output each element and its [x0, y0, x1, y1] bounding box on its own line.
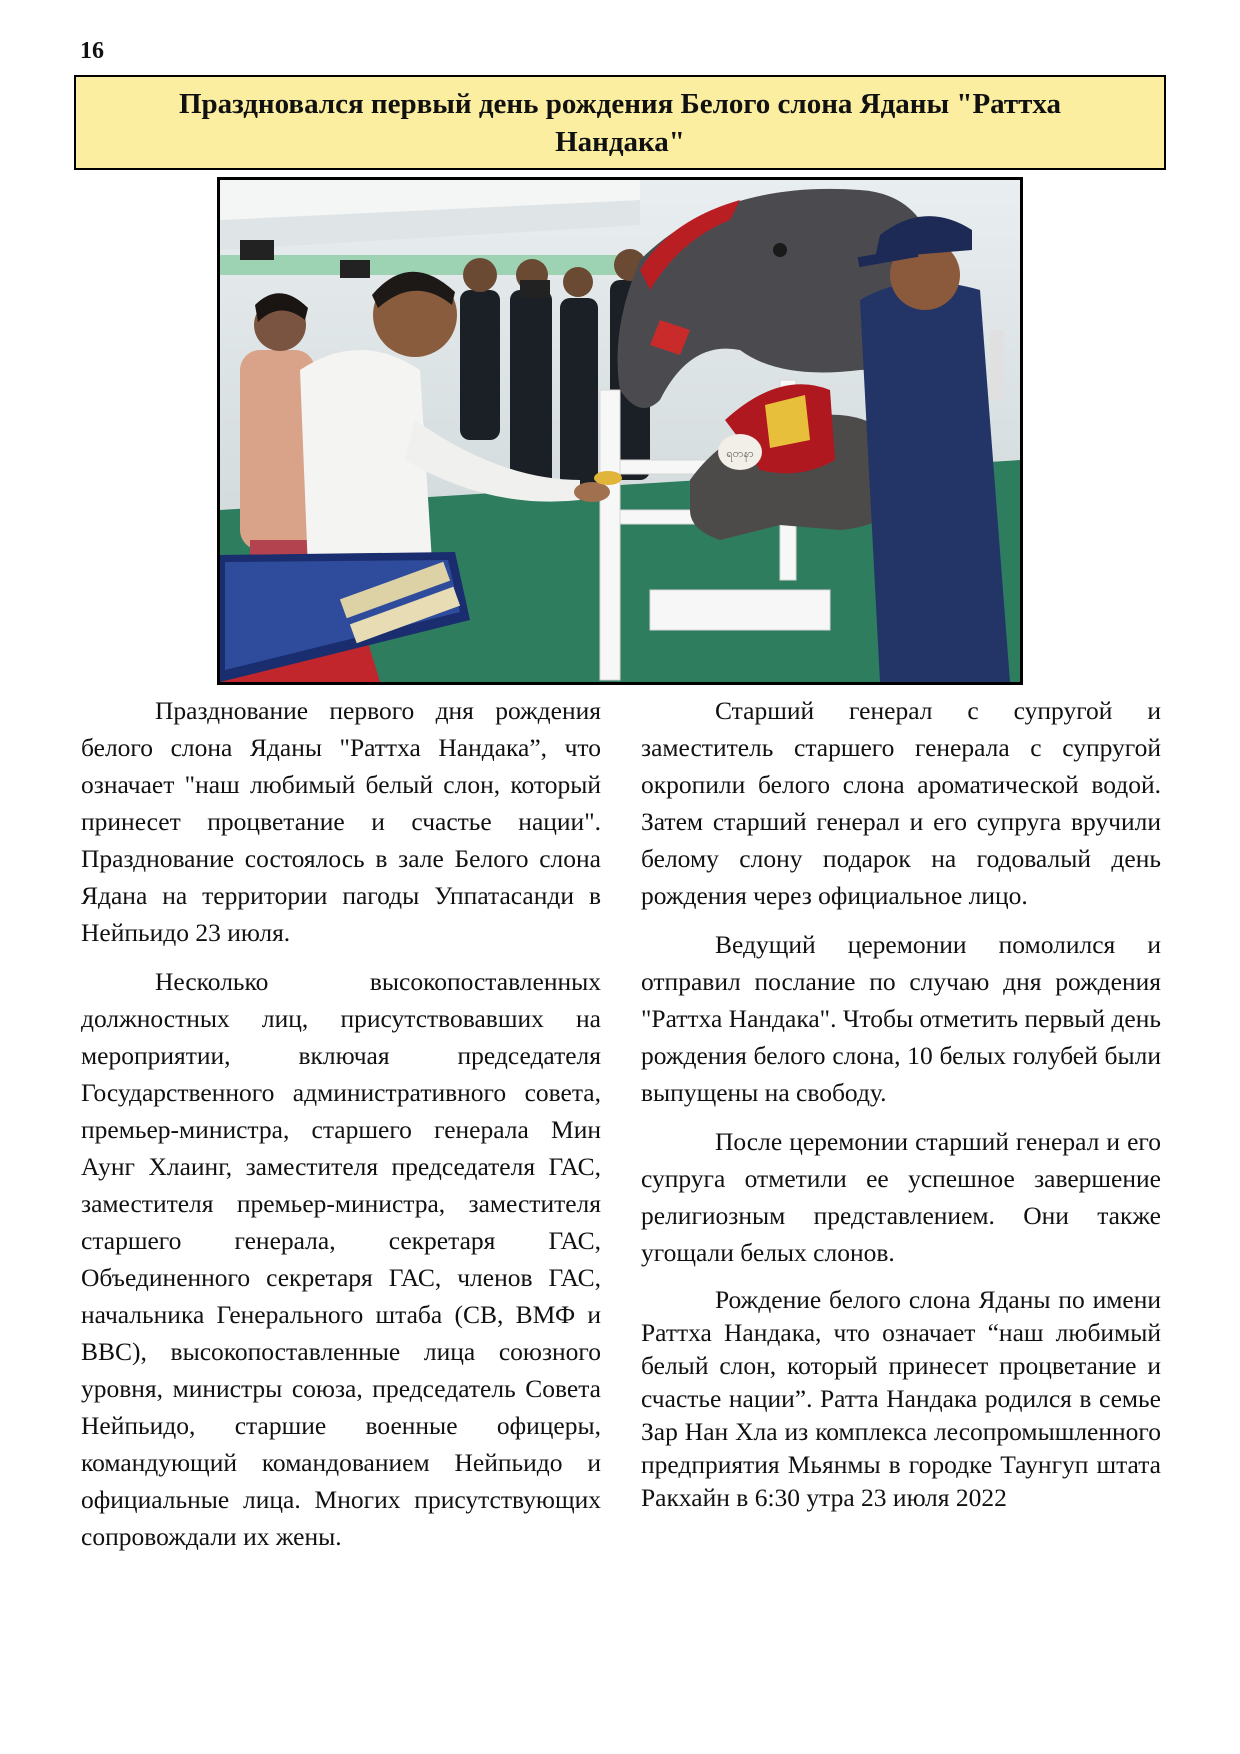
ceremony-illustration	[220, 180, 1020, 682]
paragraph: Ведущий церемонии помолился и отправил послание по случаю дня рождения "Раттха Нандака". Чтобы отметить первый день рождения белого слона, 10 белых голубей были выпущены на свободу.	[641, 930, 1161, 1107]
article-photo	[217, 177, 1023, 685]
paragraph: После церемонии старший генерал и его супруга отметили ее успешное завершение религиозным представлением. Они также угощали белых слонов.	[641, 1127, 1161, 1267]
elephant-tag-text: ရတနာ	[726, 447, 754, 460]
paragraph: Празднование первого дня рождения белого слона Яданы "Раттха Нандака”, что означает "наш любимый белый слон, который принесет процветание и счастье нации". Празднование состоялось в зале Белого слона Ядана на территории пагоды Уппатасанди в Нейпьидо 23 июля.	[81, 696, 601, 947]
headline-box	[74, 75, 1166, 170]
paragraph: Несколько высокопоставленных должностных лиц, присутствовавших на мероприятии, включая председателя Государственного административного совета, премьер-министра, старшего генерала Мин Аунг Хлаинг, заместителя председателя ГАС, заместителя премьер-министра, заместителя старшего генерала, секретаря ГАС, Объединенного секретаря ГАС, членов ГАС, начальника Генерального штаба (СВ, ВМФ и ВВС), высокопоставленные лица союзного уровня, министры союза, председатель Совета Нейпьидо, старшие военные офицеры, командующий командованием Нейпьидо и официальные лица. Многих присутствующих сопровождали их жены.	[81, 967, 601, 1551]
article-column-left	[81, 692, 601, 1567]
page-number: 16	[80, 38, 104, 64]
paragraph: Рождение белого слона Яданы по имени Раттха Нандака, что означает “наш любимый белый слон, который принесет процветание и счастье нации”. Ратта Нандака родился в семье Зар Нан Хла из комплекса лесопромышленного предприятия Мьянмы в городке Таунгуп штата Ракхайн в 6:30 утра 23 июля 2022	[641, 1285, 1161, 1512]
headline: Праздновался первый день рождения Белого слона Яданы "Раттха Нандака"	[178, 87, 1062, 158]
article-column-right	[641, 692, 1161, 1526]
paragraph: Старший генерал с супругой и заместитель старшего генерала с супругой окропили белого слона ароматической водой. Затем старший генерал и его супруга вручили белому слону подарок на годовалый день рождения через официальное лицо.	[641, 696, 1161, 910]
